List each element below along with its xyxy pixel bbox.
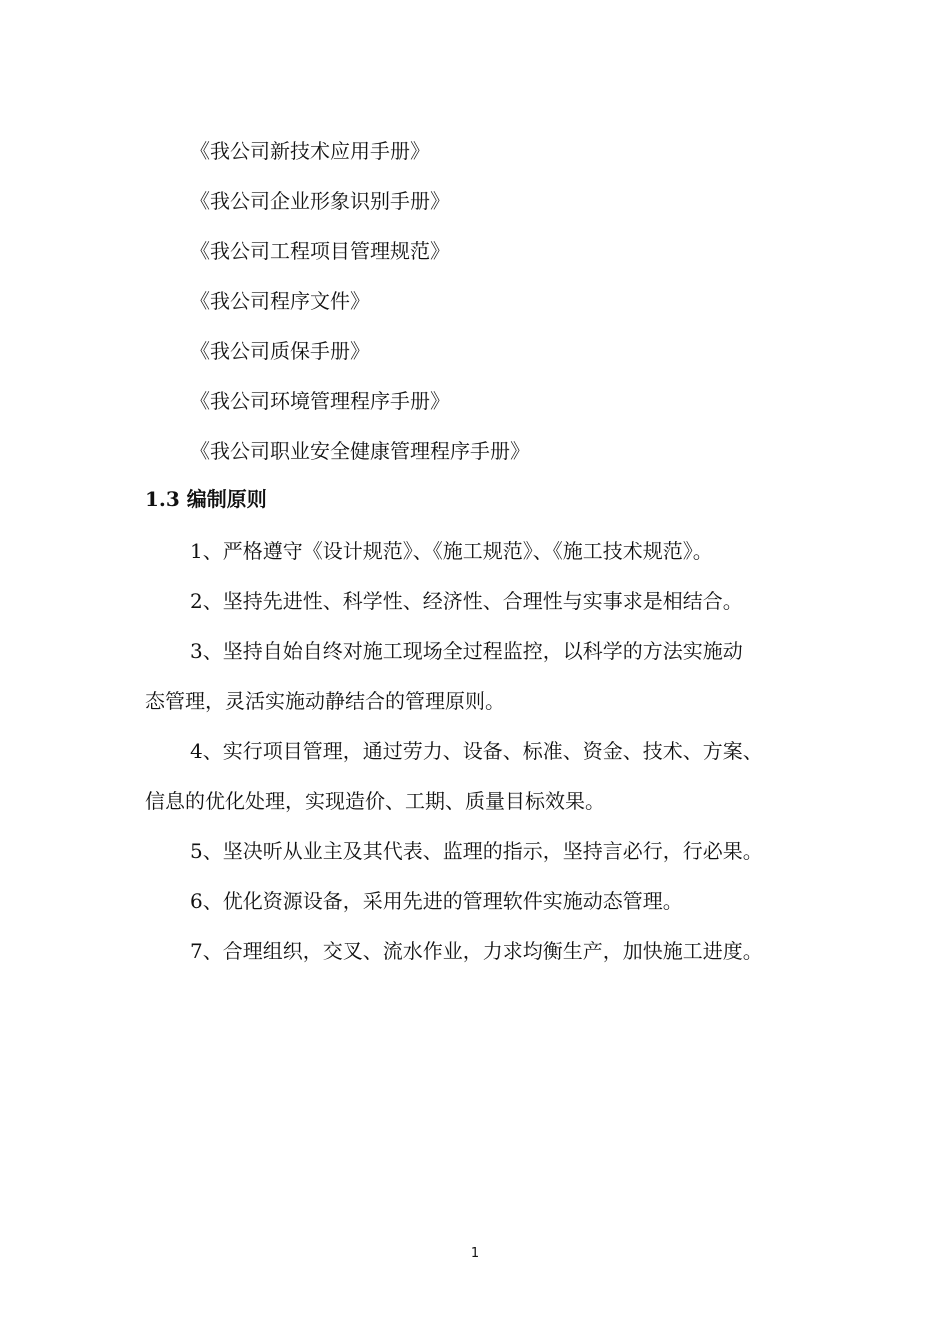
principle-7: 7、合理组织，交叉、流水作业，力求均衡生产，加快施工进度。 bbox=[190, 939, 763, 963]
section-heading bbox=[145, 484, 267, 514]
reference-item: 《我公司企业形象识别手册》 bbox=[190, 189, 450, 213]
reference-item: 《我公司职业安全健康管理程序手册》 bbox=[190, 439, 530, 463]
section-title: 编制原则 bbox=[186, 487, 267, 511]
reference-item: 《我公司质保手册》 bbox=[190, 339, 370, 363]
page-number: 1 bbox=[470, 1246, 480, 1261]
reference-item: 《我公司环境管理程序手册》 bbox=[190, 389, 450, 413]
principle-3-line-1: 3、坚持自始自终对施工现场全过程监控，以科学的方法实施动 bbox=[190, 639, 743, 663]
principle-4-line-1: 4、实行项目管理，通过劳力、设备、标准、资金、技术、方案、 bbox=[190, 739, 763, 763]
principle-1: 1、严格遵守《设计规范》、《施工规范》、《施工技术规范》。 bbox=[190, 539, 713, 563]
section-number: 1.3 bbox=[145, 487, 180, 511]
principle-6: 6、优化资源设备，采用先进的管理软件实施动态管理。 bbox=[190, 889, 683, 913]
reference-item: 《我公司新技术应用手册》 bbox=[190, 139, 430, 163]
principle-2: 2、坚持先进性、科学性、经济性、合理性与实事求是相结合。 bbox=[190, 589, 743, 613]
principle-3-line-2: 态管理，灵活实施动静结合的管理原则。 bbox=[145, 689, 505, 713]
reference-item: 《我公司程序文件》 bbox=[190, 289, 370, 313]
principle-4-line-2: 信息的优化处理，实现造价、工期、质量目标效果。 bbox=[145, 789, 605, 813]
reference-item: 《我公司工程项目管理规范》 bbox=[190, 239, 450, 263]
principle-5: 5、坚决听从业主及其代表、监理的指示，坚持言必行，行必果。 bbox=[190, 839, 763, 863]
